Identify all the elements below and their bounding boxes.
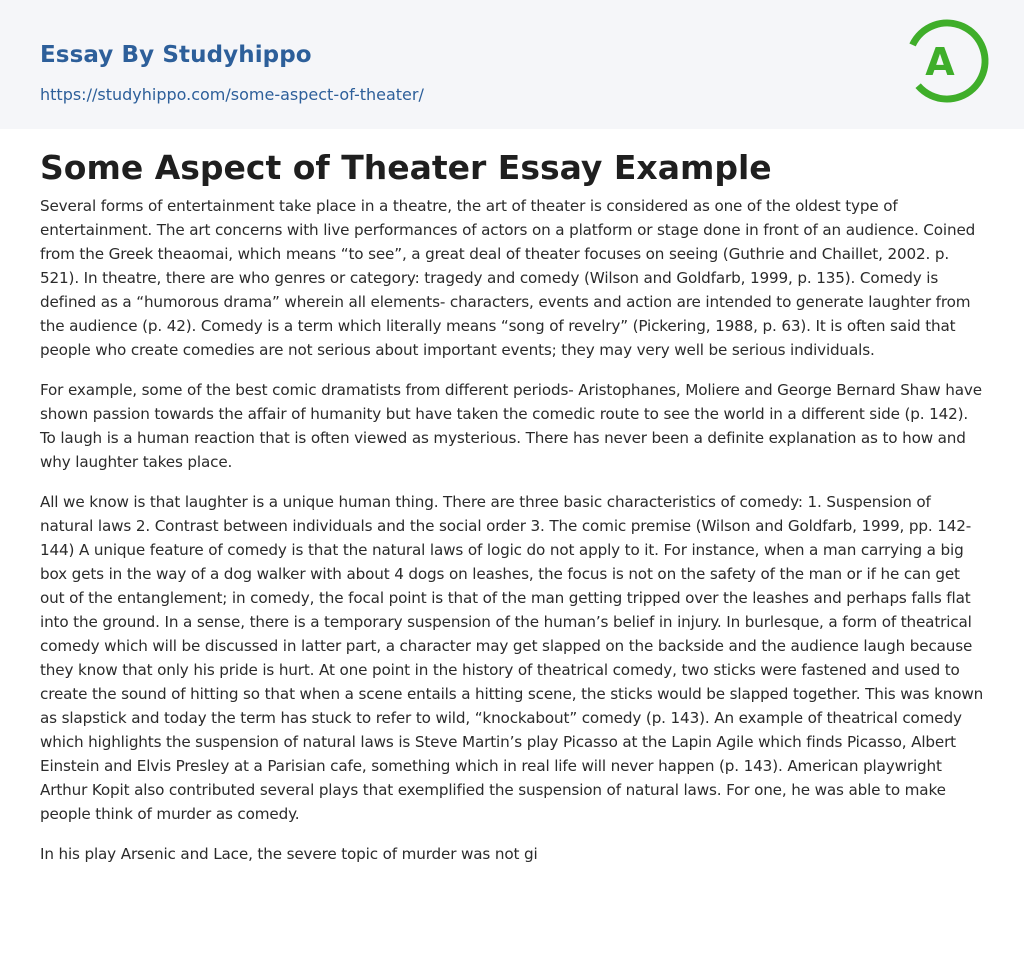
studyhippo-logo-icon[interactable] (898, 12, 996, 110)
article-paragraph: Several forms of entertainment take place in a theatre, the art of theater is considered as one of the oldest type of entertainment. The art concerns with live performances of actors on a platform or stage done in front of an audience. Coined from the Greek theaomai, which means “to see”, a great deal of theater focuses on seeing (Guthrie and Chaillet, 2002. p. 521). In theatre, there are who genres or category: tragedy and comedy (Wilson and Goldfarb, 1999, p. 135). Comedy is defined as a “humorous drama” wherein all elements- characters, events and action are intended to generate laughter from the audience (p. 42). Comedy is a term which literally means “song of revelry” (Pickering, 1988, p. 63). It is often said that people who create comedies are not serious about important events; they may very well be serious individuals. (40, 197, 976, 359)
page-title: Some Aspect of Theater Essay Example (40, 148, 772, 187)
article-paragraph: All we know is that laughter is a unique human thing. There are three basic characteristics of comedy: 1. Suspension of natural laws 2. Contrast between individuals and the social order 3. The comic premise (Wilson and Goldfarb, 1999, pp. 142-144) A unique feature of comedy is that the natural laws of logic do not apply to it. For instance, when a man carrying a big box gets in the way of a dog walker with about 4 dogs on leashes, the focus is not on the safety of the man or if he can get out of the entanglement; in comedy, the focal point is that of the man getting tripped over the leashes and perhaps falls flat into the ground. In a sense, there is a temporary suspension of the human’s belief in injury. In burlesque, a form of theatrical comedy which will be discussed in latter part, a character may get slapped on the backside and the audience laugh because they know that only his pride is hurt. At one point in the history of theatrical comedy, two sticks were fastened and used to create the sound of hitting so that when a scene entails a hitting scene, the sticks would be slapped together. This was known as slapstick and today the term has stuck to refer to wild, “knockabout” comedy (p. 143). An example of theatrical comedy which highlights the suspension of natural laws is Steve Martin’s play Picasso at the Lapin Agile which finds Picasso, Albert Einstein and Elvis Presley at a Parisian cafe, something which in real life will never happen (p. 143). American playwright Arthur Kopit also contributed several plays that exemplified the suspension of natural laws. For one, he was able to make people think of murder as comedy. (40, 493, 984, 823)
article-paragraph: For example, some of the best comic dramatists from different periods- Aristophanes, Moliere and George Bernard Shaw have shown passion towards the affair of humanity but have taken the comedic route to see the world in a different side (p. 142). To laugh is a human reaction that is often viewed as mysterious. There has never been a definite explanation as to how and why laughter takes place. (40, 381, 982, 471)
logo-letter: A (925, 40, 955, 84)
article (40, 145, 988, 882)
page-url-link[interactable]: https://studyhippo.com/some-aspect-of-theater/ (40, 85, 424, 104)
article-paragraph: In his play Arsenic and Lace, the severe topic of murder was not gi (40, 845, 538, 863)
site-header (0, 0, 1024, 129)
site-brand[interactable]: Essay By Studyhippo (40, 42, 312, 68)
